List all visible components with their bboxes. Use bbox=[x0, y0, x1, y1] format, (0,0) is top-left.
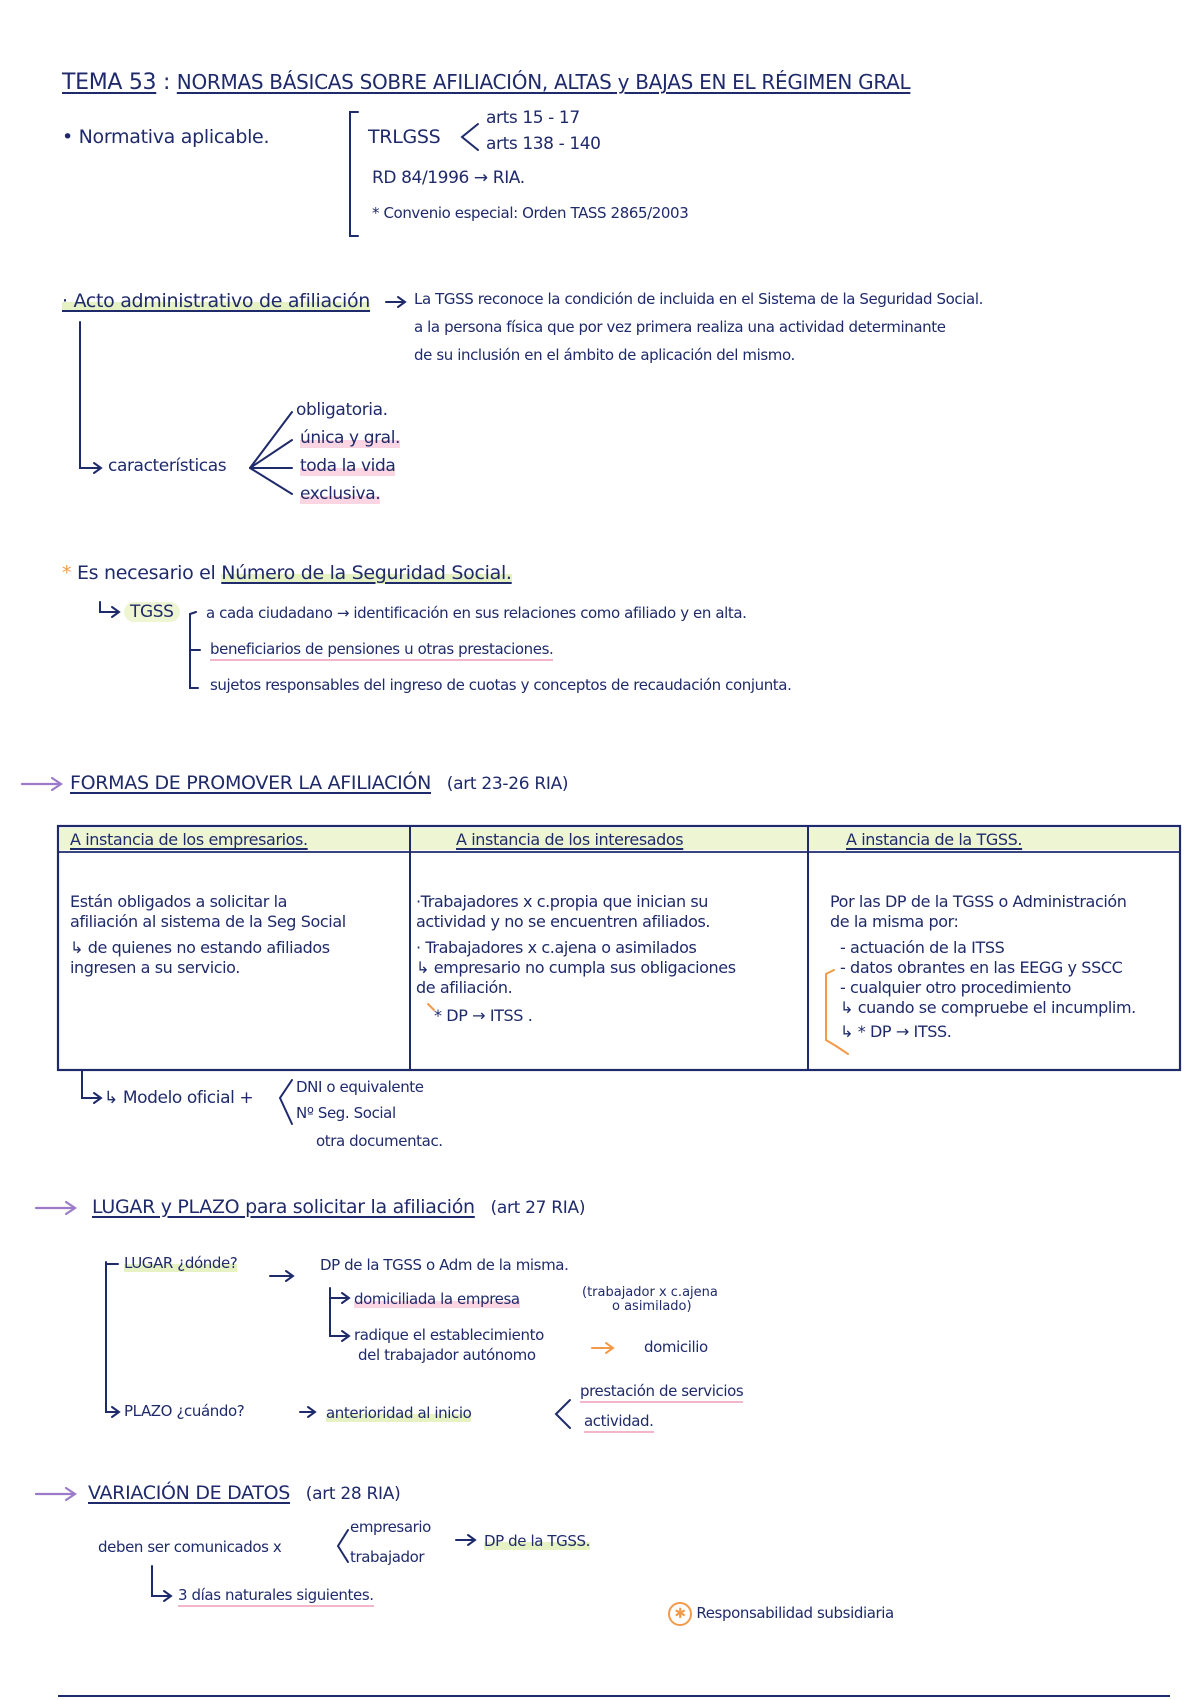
normativa-label: • Normativa aplicable. bbox=[62, 126, 270, 148]
table-cell-tgss: Por las DP de la TGSS o Administración de la misma por: - actuación de la ITSS - datos obrantes en las EEGG y SSCC - cualquier otro procedimiento ↳ cuando se compruebe el incumplim. ↳ * DP → ITSS. bbox=[830, 892, 1136, 1041]
title-separator: : bbox=[162, 70, 171, 95]
modelo-oficial-label: ↳ Modelo oficial + bbox=[104, 1088, 254, 1108]
page-title bbox=[62, 70, 910, 95]
trlgss-label: TRLGSS bbox=[368, 126, 441, 148]
formas-heading-text: FORMAS DE PROMOVER LA AFILIACIÓN bbox=[70, 772, 432, 794]
domicilio-empresa: domiciliada la empresa bbox=[354, 1290, 520, 1308]
caracteristica-item: toda la vida bbox=[300, 456, 396, 476]
modelo-item: otra documentac. bbox=[316, 1132, 443, 1150]
nss-item: sujetos responsables del ingreso de cuotas y conceptos de recaudación conjunta. bbox=[210, 676, 792, 694]
caracteristica-item: única y gral. bbox=[300, 428, 401, 448]
modelo-item: Nº Seg. Social bbox=[296, 1104, 396, 1122]
variacion-prefix: deben ser comunicados x bbox=[98, 1538, 282, 1556]
plazo-label: PLAZO ¿cuándo? bbox=[124, 1402, 245, 1420]
plazo-item: prestación de servicios bbox=[580, 1382, 743, 1403]
table-header-tgss: A instancia de la TGSS. bbox=[846, 830, 1023, 849]
tgss-badge: TGSS bbox=[124, 602, 180, 622]
table-cell-interesados: ·Trabajadores x c.propia que inician su actividad y no se encuentren afiliados. · Trabajadores x c.ajena o asimilados ↳ empresario no cumpla sus obligaciones de afiliación. * DP → ITSS . bbox=[416, 892, 736, 1025]
lugar-label: LUGAR ¿dónde? bbox=[124, 1254, 238, 1272]
variacion-item: trabajador bbox=[350, 1548, 425, 1566]
lugar-heading-text: LUGAR y PLAZO para solicitar la afiliación bbox=[92, 1196, 475, 1218]
modelo-item: DNI o equivalente bbox=[296, 1078, 424, 1096]
nss-item: a cada ciudadano → identificación en sus relaciones como afiliado y en alta. bbox=[206, 604, 747, 622]
variacion-item: empresario bbox=[350, 1518, 431, 1536]
acto-line-3: de su inclusión en el ámbito de aplicación del mismo. bbox=[414, 346, 795, 364]
lugar-reference: (art 27 RIA) bbox=[490, 1198, 586, 1218]
convenio-especial: * Convenio especial: Orden TASS 2865/2003 bbox=[372, 204, 689, 222]
radique-line-1: radique el establecimiento bbox=[354, 1326, 544, 1344]
acto-line-1: La TGSS reconoce la condición de incluida en el Sistema de la Seguridad Social. bbox=[414, 290, 983, 308]
variacion-heading bbox=[88, 1482, 400, 1504]
plazo-target: anterioridad al inicio bbox=[326, 1404, 472, 1422]
lugar-target: DP de la TGSS o Adm de la misma. bbox=[320, 1256, 569, 1274]
title-text: NORMAS BÁSICAS SOBRE AFILIACIÓN, ALTAS y BAJAS EN EL RÉGIMEN GRAL bbox=[176, 70, 911, 94]
caracteristicas-label: características bbox=[108, 456, 227, 476]
variacion-reference: (art 28 RIA) bbox=[305, 1484, 401, 1504]
tema-number: TEMA 53 bbox=[62, 70, 157, 95]
table-cell-empresarios: Están obligados a solicitar la afiliación al sistema de la Seg Social ↳ de quienes no estando afiliados ingresen a su servicio. bbox=[70, 892, 346, 977]
nss-note bbox=[62, 562, 512, 584]
variacion-plazo: 3 días naturales siguientes. bbox=[178, 1586, 374, 1607]
radique-line-2: del trabajador autónomo bbox=[358, 1346, 536, 1364]
formas-reference: (art 23-26 RIA) bbox=[446, 774, 569, 794]
formas-heading bbox=[70, 772, 568, 794]
domicilio-note: (trabajador x c.ajena o asimilado) bbox=[582, 1285, 718, 1314]
rd-reference: RD 84/1996 → RIA. bbox=[372, 168, 525, 188]
star-icon: * bbox=[62, 562, 72, 584]
variacion-heading-text: VARIACIÓN DE DATOS bbox=[88, 1482, 291, 1504]
nss-item: beneficiarios de pensiones u otras prestaciones. bbox=[210, 640, 553, 661]
lugar-heading bbox=[92, 1196, 585, 1218]
domicilio-label: domicilio bbox=[644, 1338, 708, 1356]
caracteristica-item: obligatoria. bbox=[296, 400, 388, 420]
table-header-empresarios: A instancia de los empresarios. bbox=[70, 830, 308, 849]
table-header-interesados: A instancia de los interesados bbox=[456, 830, 684, 849]
nss-text-prefix: Es necesario el bbox=[76, 562, 216, 584]
variacion-target: DP de la TGSS. bbox=[484, 1532, 591, 1550]
nss-text-highlight: Número de la Seguridad Social. bbox=[221, 562, 512, 584]
acto-line-2: a la persona física que por vez primera realiza una actividad determinante bbox=[414, 318, 946, 336]
responsabilidad-note bbox=[668, 1602, 894, 1626]
responsabilidad-text: Responsabilidad subsidiaria bbox=[696, 1604, 894, 1622]
trlgss-arts-1: arts 15 - 17 bbox=[486, 108, 580, 128]
caracteristica-item: exclusiva. bbox=[300, 484, 381, 504]
trlgss-arts-2: arts 138 - 140 bbox=[486, 134, 601, 154]
acto-label: · Acto administrativo de afiliación bbox=[62, 290, 371, 312]
plazo-item: actividad. bbox=[584, 1412, 654, 1433]
star-circle-icon: ✱ bbox=[668, 1602, 692, 1626]
